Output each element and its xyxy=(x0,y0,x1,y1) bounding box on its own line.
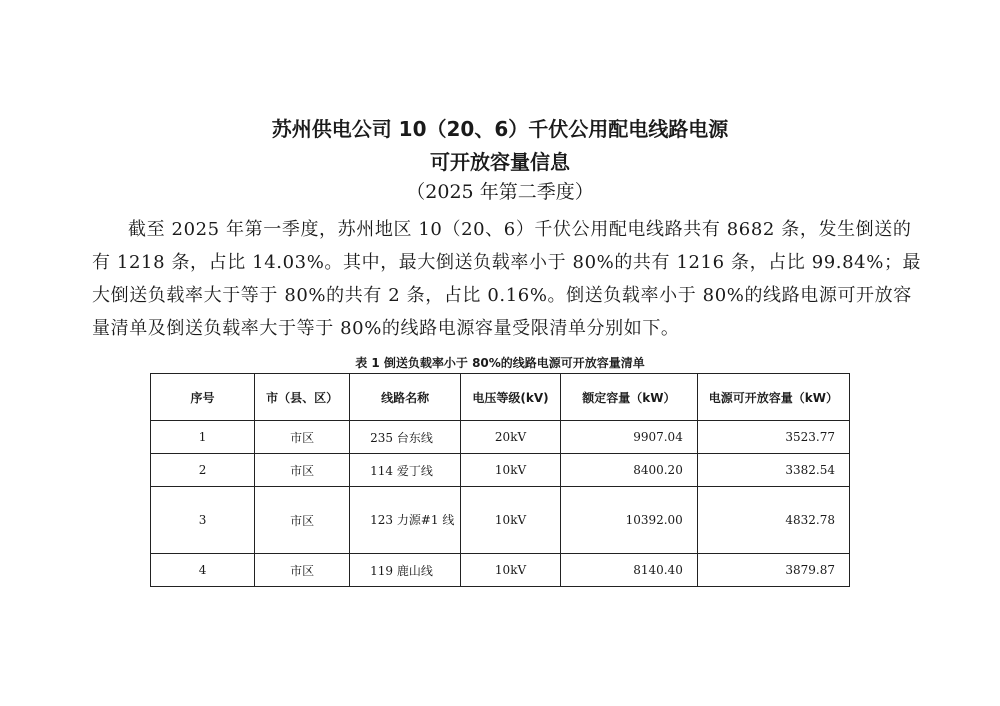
header-open-capacity: 电源可开放容量（kW） xyxy=(697,374,849,421)
cell-line-name xyxy=(350,487,461,554)
cell-district: 市区 xyxy=(255,421,350,454)
cell-open-capacity: 3879.87 xyxy=(697,554,849,587)
header-serial: 序号 xyxy=(151,374,255,421)
table-row xyxy=(151,421,850,454)
cell-open-capacity: 3382.54 xyxy=(697,454,849,487)
cell-line-name: 114 爱丁线 xyxy=(350,454,461,487)
document-title-line2: 可开放容量信息 xyxy=(430,150,570,174)
cell-rated-capacity: 10392.00 xyxy=(560,487,697,554)
cell-serial: 2 xyxy=(151,454,255,487)
header-voltage: 电压等级(kV) xyxy=(461,374,561,421)
cell-rated-capacity: 8140.40 xyxy=(560,554,697,587)
capacity-table xyxy=(150,373,850,587)
cell-line-name: 235 台东线 xyxy=(350,421,461,454)
cell-rated-capacity: 8400.20 xyxy=(560,454,697,487)
table-row xyxy=(151,554,850,587)
cell-voltage: 10kV xyxy=(461,454,561,487)
cell-open-capacity: 4832.78 xyxy=(697,487,849,554)
cell-serial: 1 xyxy=(151,421,255,454)
document-title-line1: 苏州供电公司 10（20、6）千伏公用配电线路电源 xyxy=(271,117,729,141)
cell-serial: 3 xyxy=(151,487,255,554)
cell-serial: 4 xyxy=(151,554,255,587)
document-subtitle: （2025 年第二季度） xyxy=(406,181,594,203)
cell-voltage: 20kV xyxy=(461,421,561,454)
header-rated-capacity: 额定容量（kW） xyxy=(560,374,697,421)
cell-line-name-text: 123 力源#1 线 xyxy=(370,513,455,527)
cell-district: 市区 xyxy=(255,487,350,554)
table-header-row xyxy=(151,374,850,421)
body-paragraph: 截至 2025 年第一季度，苏州地区 10（20、6）千伏公用配电线路共有 8682 条，发生倒送的有 1218 条，占比 14.03%。其中，最大倒送负载率小于 80%的共有 1216 条，占比 99.84%；最大倒送负载率大于等于 80%的共有 2 条，占比 0.16%。倒送负载率小于 80%的线路电源可开放容量清单及倒送负载率大于等于 80%的线路电源容量受限清单分别如下。 xyxy=(92,219,922,339)
cell-district: 市区 xyxy=(255,454,350,487)
table-caption: 表 1 倒送负载率小于 80%的线路电源可开放容量清单 xyxy=(355,356,645,370)
cell-rated-capacity: 9907.04 xyxy=(560,421,697,454)
cell-district: 市区 xyxy=(255,554,350,587)
header-district: 市（县、区） xyxy=(255,374,350,421)
table-row xyxy=(151,454,850,487)
header-line-name: 线路名称 xyxy=(350,374,461,421)
table-row xyxy=(151,487,850,554)
cell-line-name: 119 鹿山线 xyxy=(350,554,461,587)
cell-voltage: 10kV xyxy=(461,487,561,554)
cell-open-capacity: 3523.77 xyxy=(697,421,849,454)
cell-voltage: 10kV xyxy=(461,554,561,587)
